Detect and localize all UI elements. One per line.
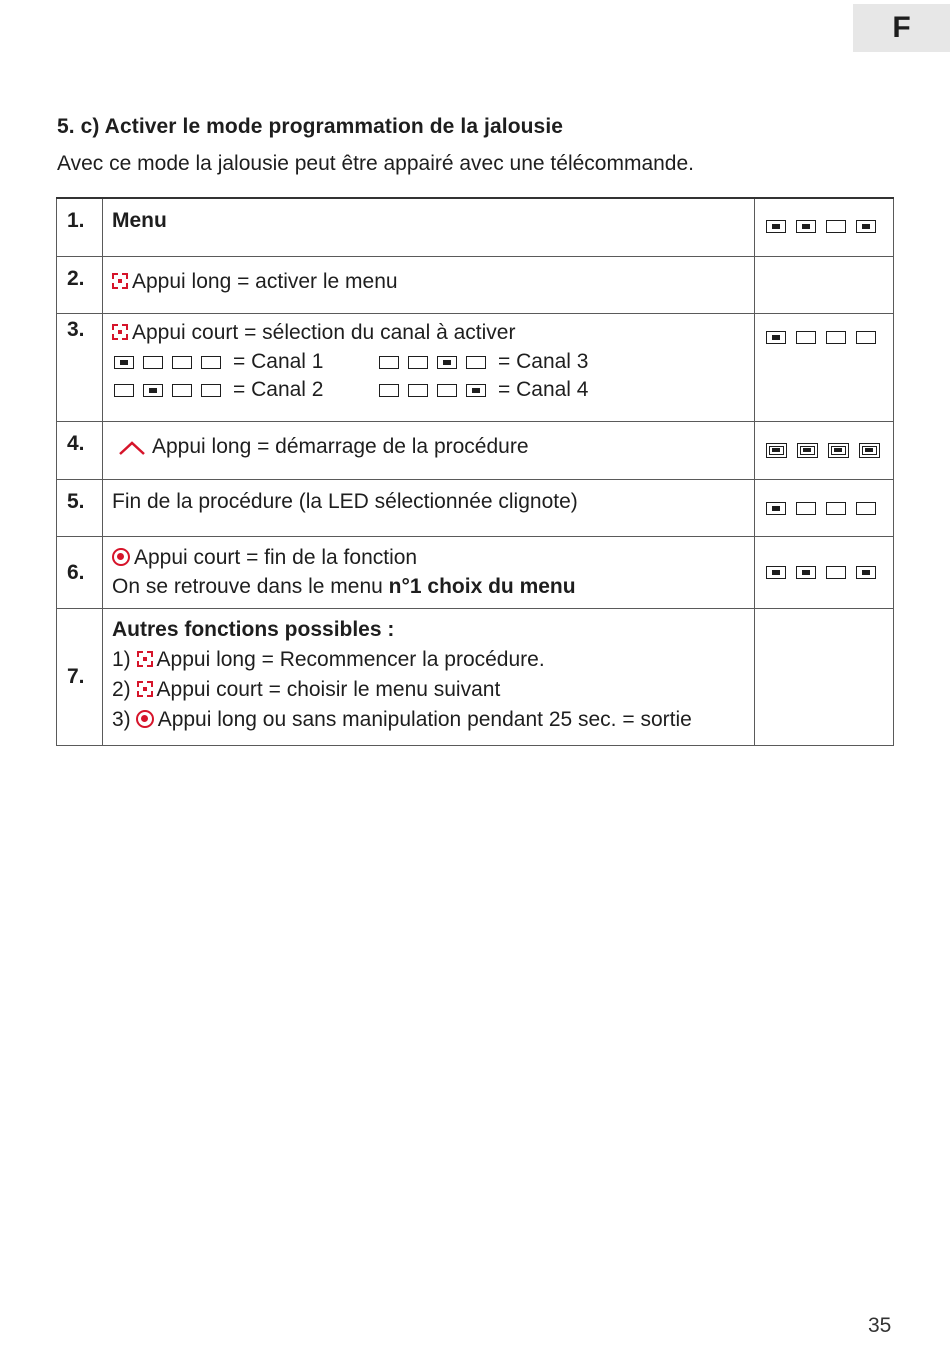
step-number: 6. (57, 537, 103, 609)
led-group (766, 502, 876, 515)
table-row (57, 314, 894, 422)
step-text-bold: n°1 choix du menu (388, 575, 576, 598)
list-text: Appui court = choisir le menu suivant (156, 678, 501, 701)
led-blink-icon (859, 443, 880, 458)
step-number: 7. (57, 609, 103, 746)
led-group (766, 566, 876, 579)
step-text: Appui long = démarrage de la procédure (152, 435, 529, 458)
step-description (103, 422, 755, 480)
led-off-icon (408, 356, 428, 369)
canal-label: = Canal 2 (233, 378, 324, 401)
led-group (114, 356, 221, 369)
page-number: 35 (868, 1314, 892, 1337)
step-number: 5. (57, 480, 103, 537)
led-off-icon (856, 331, 876, 344)
up-arrow-icon (118, 440, 146, 456)
step-text: Appui court = sélection du canal à activer (132, 321, 516, 344)
led-blink-icon (797, 443, 818, 458)
table-row (57, 480, 894, 537)
canal-legend (114, 348, 748, 404)
step-description (103, 480, 755, 537)
led-status (755, 609, 894, 746)
step-description (103, 198, 755, 257)
led-off-icon (201, 384, 221, 397)
step-description (103, 257, 755, 314)
table-row (57, 609, 894, 746)
step-text: Menu (112, 209, 167, 232)
led-status (755, 257, 894, 314)
led-blink-icon (828, 443, 849, 458)
led-on-icon (143, 384, 163, 397)
step-description (103, 609, 755, 746)
menu-button-icon (112, 273, 128, 289)
led-group (766, 331, 876, 344)
led-status (755, 198, 894, 257)
led-off-icon (114, 384, 134, 397)
step-number: 3. (57, 314, 103, 422)
step-text-secondary: On se retrouve dans le menu (112, 575, 389, 598)
led-off-icon (796, 331, 816, 344)
canal-item (379, 348, 599, 376)
table-row (57, 257, 894, 314)
list-item (112, 675, 748, 705)
led-on-icon (437, 356, 457, 369)
led-on-icon (766, 566, 786, 579)
led-off-icon (826, 502, 846, 515)
canal-label: = Canal 3 (498, 350, 589, 373)
led-on-icon (796, 566, 816, 579)
table-row (57, 537, 894, 609)
canal-item (114, 348, 379, 376)
led-off-icon (379, 384, 399, 397)
canal-item (379, 376, 599, 404)
led-off-icon (408, 384, 428, 397)
led-off-icon (143, 356, 163, 369)
menu-button-icon (137, 681, 153, 697)
list-prefix: 3) (112, 708, 131, 731)
led-on-icon (796, 220, 816, 233)
led-status (755, 480, 894, 537)
canal-item (114, 376, 379, 404)
ok-button-icon (112, 548, 130, 566)
led-off-icon (466, 356, 486, 369)
led-off-icon (826, 566, 846, 579)
list-item (112, 645, 748, 675)
table-row (57, 422, 894, 480)
step-text: Appui long = activer le menu (132, 270, 398, 293)
led-off-icon (172, 356, 192, 369)
step-description (103, 314, 755, 422)
list-prefix: 1) (112, 648, 131, 671)
led-on-icon (466, 384, 486, 397)
menu-button-icon (137, 651, 153, 667)
led-off-icon (796, 502, 816, 515)
led-on-icon (856, 566, 876, 579)
steps-table (56, 197, 894, 746)
step-number: 4. (57, 422, 103, 480)
menu-button-icon (112, 324, 128, 340)
section-intro: Avec ce mode la jalousie peut être appairé avec une télécommande. (57, 152, 695, 175)
step-text: Appui court = fin de la fonction (134, 546, 418, 569)
led-group (379, 384, 486, 397)
led-status (755, 422, 894, 480)
led-blink-icon (766, 443, 787, 458)
canal-label: = Canal 1 (233, 350, 324, 373)
list-text: Appui long ou sans manipulation pendant 25 sec. = sortie (157, 708, 692, 731)
canal-label: = Canal 4 (498, 378, 589, 401)
led-on-icon (766, 220, 786, 233)
list-text: Appui long = Recommencer la procédure. (156, 648, 545, 671)
ok-button-icon (136, 710, 154, 728)
list-item (112, 705, 748, 735)
led-group (114, 384, 221, 397)
step-number: 2. (57, 257, 103, 314)
led-status (755, 537, 894, 609)
led-off-icon (379, 356, 399, 369)
language-tab: F (853, 4, 950, 52)
led-off-icon (201, 356, 221, 369)
led-off-icon (826, 331, 846, 344)
led-off-icon (856, 502, 876, 515)
led-on-icon (766, 502, 786, 515)
led-status (755, 314, 894, 422)
step-text: Fin de la procédure (la LED sélectionnée clignote) (112, 490, 578, 513)
other-functions-title: Autres fonctions possibles : (112, 618, 395, 641)
step-description (103, 537, 755, 609)
led-off-icon (437, 384, 457, 397)
table-row (57, 198, 894, 257)
led-group (766, 443, 880, 458)
led-off-icon (172, 384, 192, 397)
list-prefix: 2) (112, 678, 131, 701)
led-group (379, 356, 486, 369)
section-heading: 5. c) Activer le mode programmation de la jalousie (57, 115, 564, 138)
led-on-icon (766, 331, 786, 344)
led-on-icon (856, 220, 876, 233)
led-group (766, 220, 876, 233)
step-number: 1. (57, 198, 103, 257)
led-on-icon (114, 356, 134, 369)
led-off-icon (826, 220, 846, 233)
